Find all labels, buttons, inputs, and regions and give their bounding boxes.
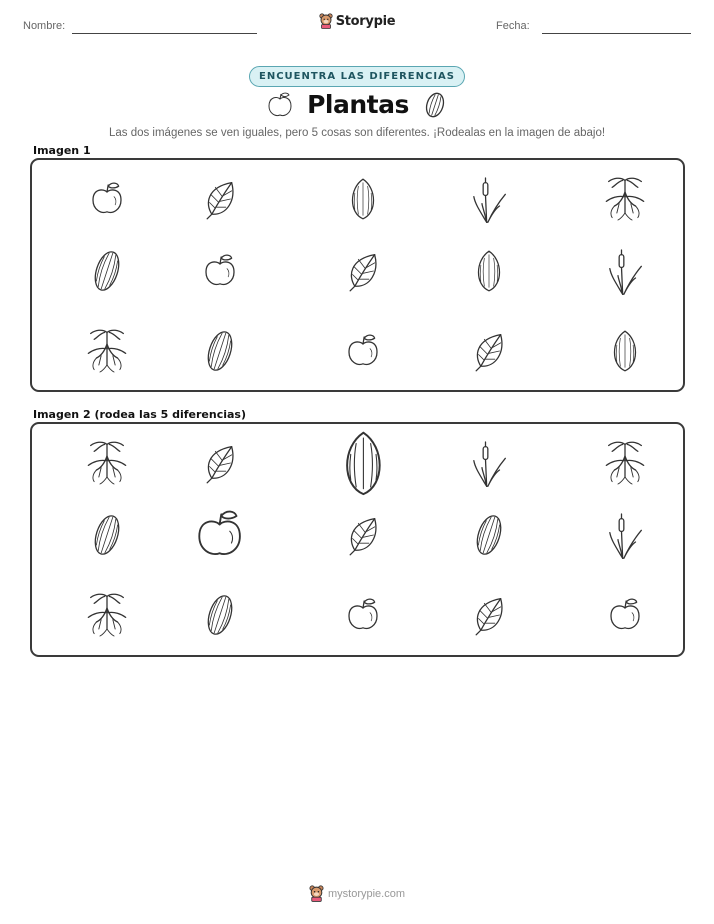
- seed-icon: [597, 323, 653, 379]
- apple-icon[interactable]: [179, 494, 260, 575]
- date-label: Fecha:: [496, 20, 530, 32]
- seed-icon: [335, 171, 391, 227]
- apple-icon[interactable]: [335, 587, 391, 643]
- leaf-icon[interactable]: [192, 435, 248, 491]
- roots-icon: [79, 323, 135, 379]
- striped-seed-icon[interactable]: [192, 587, 248, 643]
- activity-badge: ENCUENTRA LAS DIFERENCIAS: [249, 66, 465, 87]
- apple-icon: [335, 323, 391, 379]
- title-row: [0, 90, 714, 119]
- seed-icon: [461, 243, 517, 299]
- image2-label: Imagen 2 (rodea las 5 diferencias): [33, 408, 247, 421]
- date-line[interactable]: [542, 33, 691, 34]
- leaf-icon: [335, 243, 391, 299]
- cattail-icon[interactable]: [461, 435, 517, 491]
- apple-icon: [267, 92, 293, 118]
- striped-seed-icon: [423, 91, 447, 119]
- apple-icon[interactable]: [597, 587, 653, 643]
- striped-seed-icon[interactable]: [79, 507, 135, 563]
- image1-label: Imagen 1: [33, 144, 91, 157]
- name-label: Nombre:: [23, 20, 66, 32]
- brand-name: Storypie: [335, 13, 396, 29]
- leaf-icon: [461, 323, 517, 379]
- footer: [0, 885, 714, 907]
- brand-logo: [0, 13, 714, 34]
- roots-icon: [597, 171, 653, 227]
- apple-icon: [79, 171, 135, 227]
- leaf-icon[interactable]: [461, 587, 517, 643]
- leaf-icon[interactable]: [335, 507, 391, 563]
- image1-panel: [30, 158, 685, 392]
- striped-seed-icon: [192, 323, 248, 379]
- footer-site: mystorypie.com: [327, 887, 406, 900]
- cattail-icon[interactable]: [597, 507, 653, 563]
- instructions: Las dos imágenes se ven iguales, pero 5 cosas son diferentes. ¡Rodealas en la imagen de abajo!: [108, 127, 606, 139]
- bear-logo-icon: [319, 13, 333, 29]
- leaf-icon: [192, 171, 248, 227]
- roots-icon[interactable]: [597, 435, 653, 491]
- apple-icon: [192, 243, 248, 299]
- roots-icon[interactable]: [79, 435, 135, 491]
- cattail-icon: [461, 171, 517, 227]
- roots-icon[interactable]: [79, 587, 135, 643]
- bear-logo-icon: [309, 885, 324, 902]
- seed-icon[interactable]: [320, 420, 407, 507]
- page-title: Plantas: [307, 90, 409, 119]
- striped-seed-icon[interactable]: [461, 507, 517, 563]
- cattail-icon: [597, 243, 653, 299]
- image2-panel[interactable]: [30, 422, 685, 657]
- striped-seed-icon: [79, 243, 135, 299]
